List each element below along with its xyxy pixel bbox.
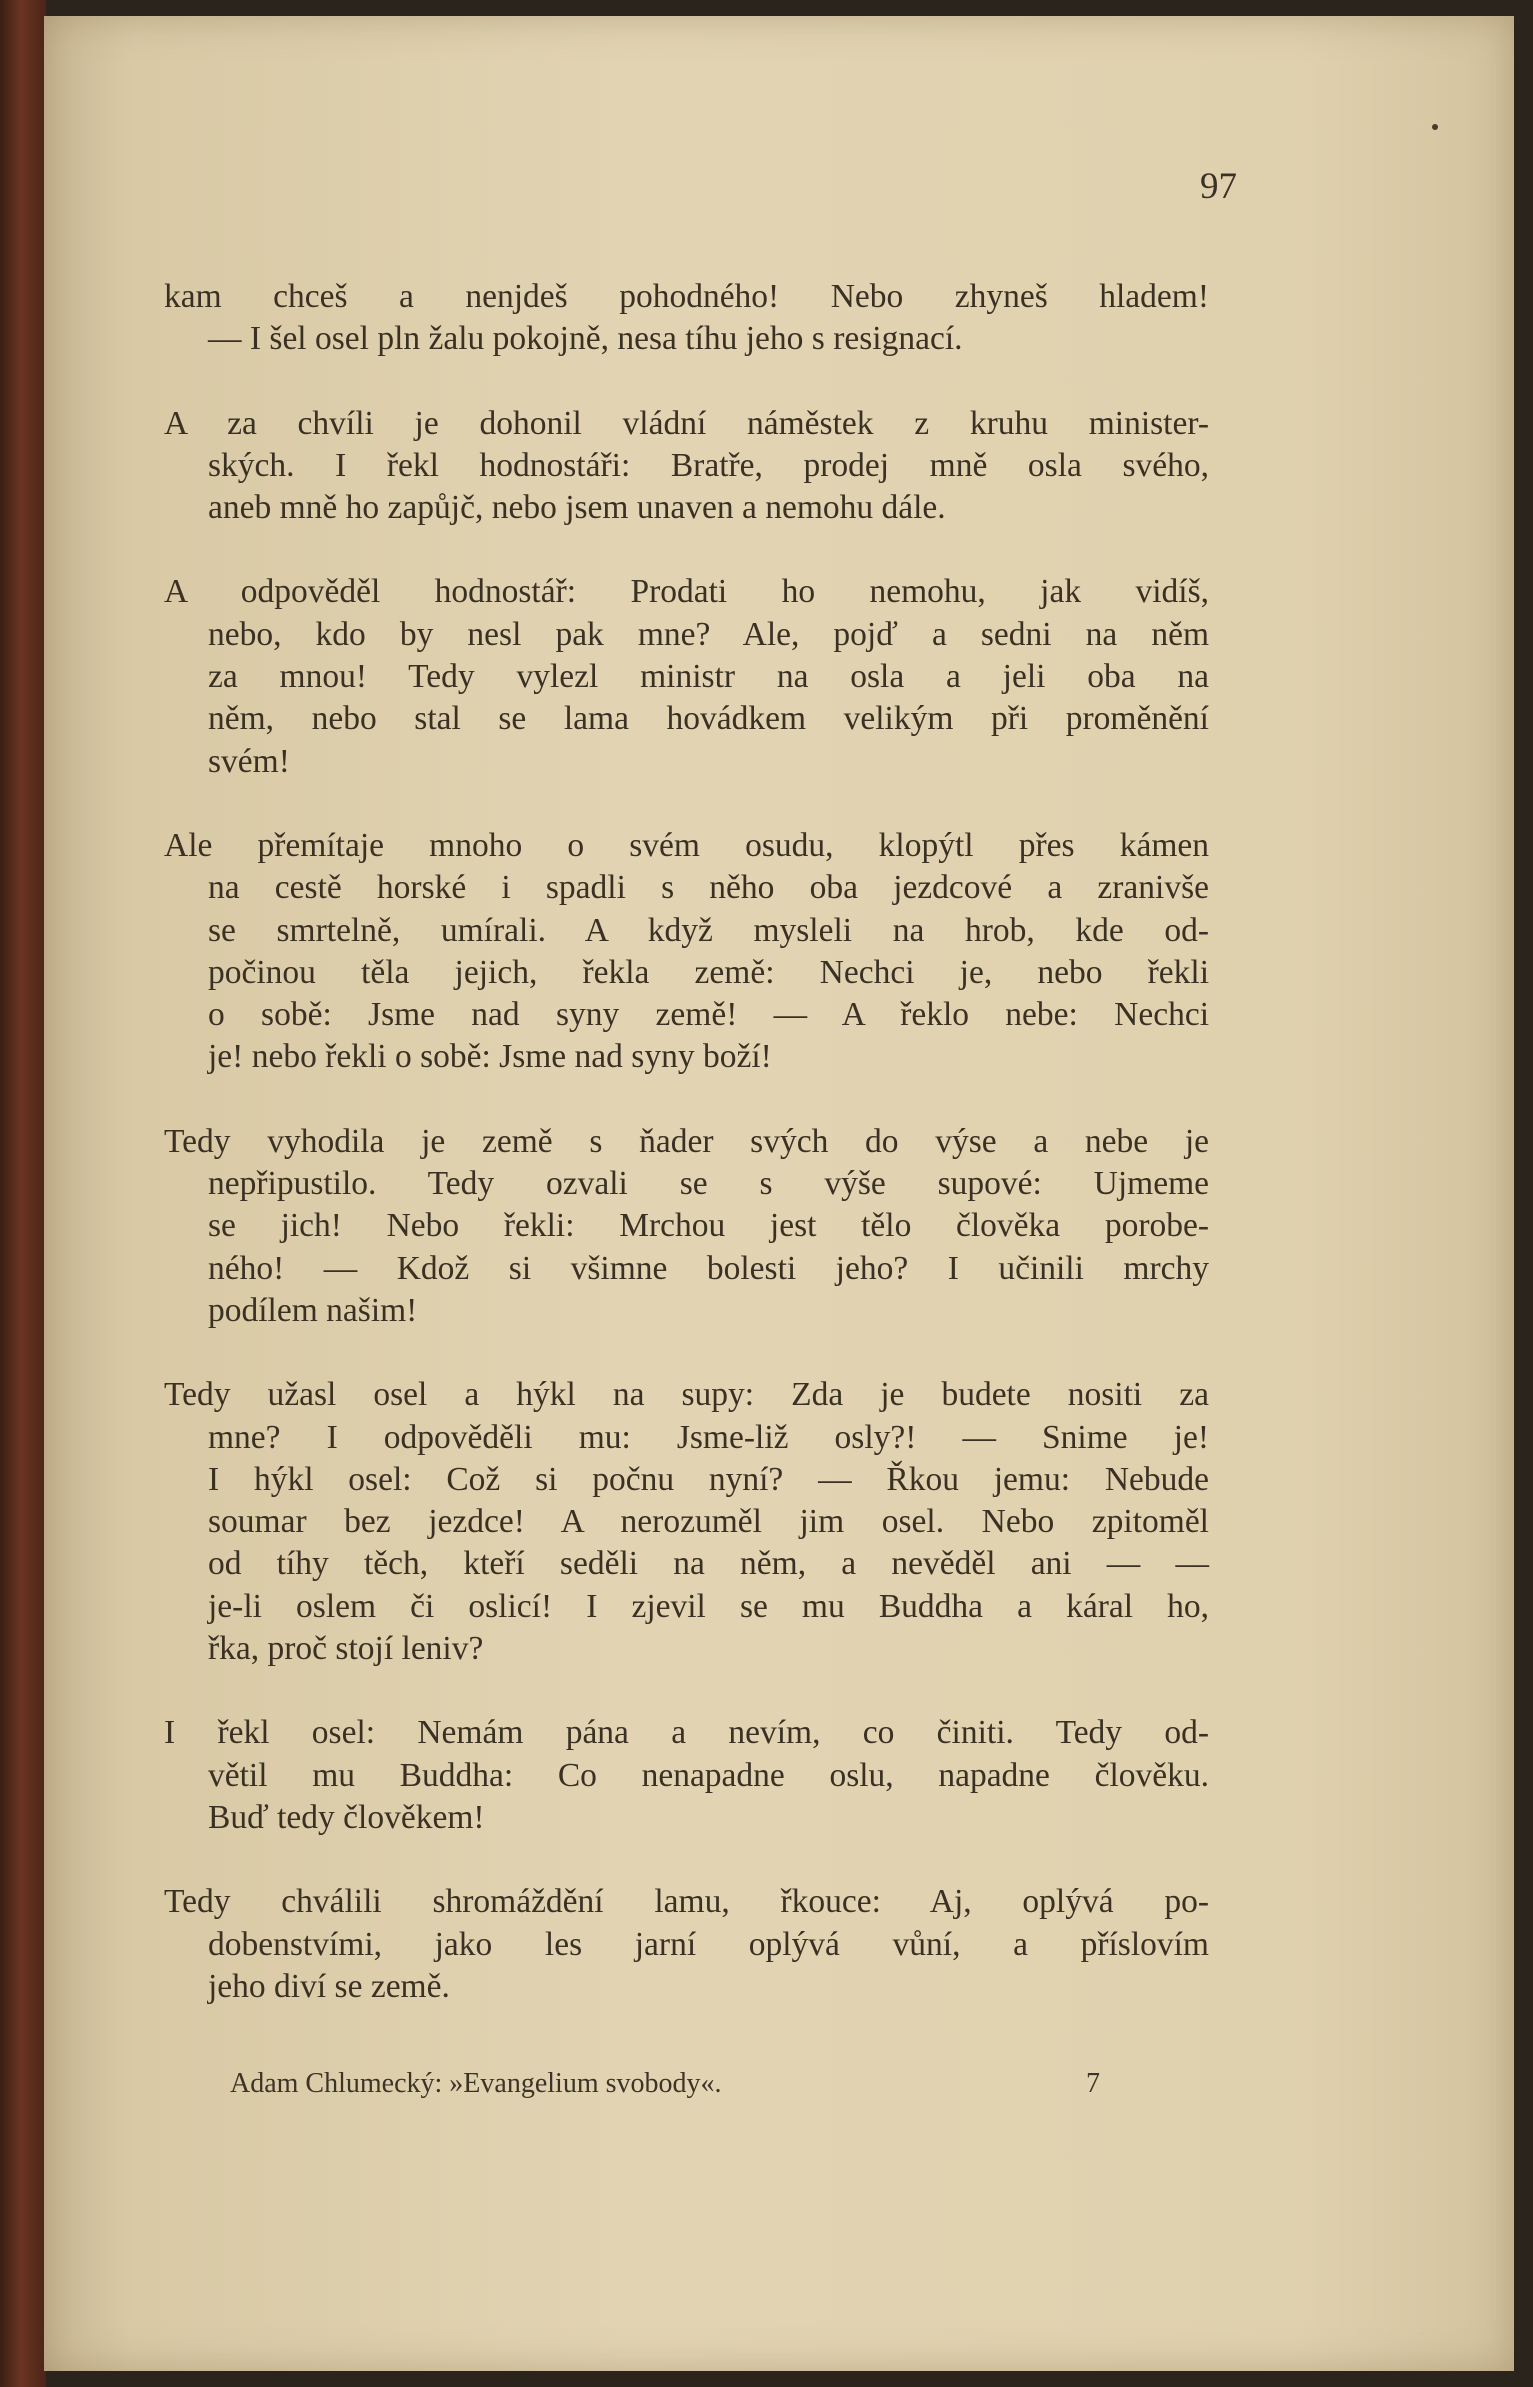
paragraph xyxy=(164,825,1209,1079)
body-text xyxy=(164,276,1209,2050)
text-line: řka, proč stojí leniv? xyxy=(208,1630,484,1668)
paragraph xyxy=(164,571,1209,782)
text-line: A za chvíli je dohonil vládní náměstek z kruhu minister- xyxy=(164,404,1209,442)
page-number: 97 xyxy=(1200,166,1237,207)
text-line: dobenstvími, jako les jarní oplývá vůní, a příslovím xyxy=(208,1925,1209,1963)
text-line: A odpověděl hodnostář: Prodati ho nemohu, jak vidíš, xyxy=(164,573,1209,611)
text-line: Buď tedy člověkem! xyxy=(208,1798,485,1836)
text-line: je! nebo řekli o sobě: Jsme nad syny boží! xyxy=(208,1038,772,1076)
paragraph xyxy=(164,1881,1209,2008)
paragraph xyxy=(164,403,1209,530)
text-line: něm, nebo stal se lama hovádkem velikým při proměnění xyxy=(208,700,1209,738)
text-line: svém! xyxy=(208,742,290,780)
paragraph xyxy=(164,1712,1209,1839)
text-line: kam chceš a nenjdeš pohodného! Nebo zhyneš hladem! xyxy=(164,278,1209,315)
text-line: nepřipustilo. Tedy ozvali se s výše supové: Ujmeme xyxy=(208,1165,1209,1203)
text-line: Tedy chválili shromáždění lamu, řkouce: Aj, oplývá po- xyxy=(164,1883,1209,1921)
paragraph xyxy=(164,276,1209,361)
paragraph xyxy=(164,1121,1209,1332)
text-line: Tedy vyhodila je země s ňader svých do výse a nebe je xyxy=(164,1122,1209,1160)
text-line: podílem našim! xyxy=(208,1291,418,1329)
book-spine-edge xyxy=(0,0,46,2387)
text-line: ských. I řekl hodnostáři: Bratře, prodej mně osla svého, xyxy=(208,446,1209,484)
footer-signature: Adam Chlumecký: »Evangelium svobody«. xyxy=(230,2068,722,2099)
text-line: se jich! Nebo řekli: Mrchou jest tělo člověka porobe- xyxy=(208,1207,1209,1245)
text-line: se smrtelně, umírali. A když mysleli na hrob, kde od- xyxy=(208,911,1209,949)
text-line: počinou těla jejich, řekla země: Nechci je, nebo řekli xyxy=(208,953,1209,991)
text-line: mne? I odpověděli mu: Jsme-liž osly?! — Snime je! xyxy=(208,1418,1209,1456)
text-line: jeho diví se země. xyxy=(208,1967,450,2005)
text-line: o sobě: Jsme nad syny země! — A řeklo nebe: Nechci xyxy=(208,996,1209,1034)
text-line: větil mu Buddha: Co nenapadne oslu, napadne člověku. xyxy=(208,1756,1209,1794)
page-footer xyxy=(230,2068,1100,2100)
text-line: nebo, kdo by nesl pak mne? Ale, pojď a sedni na něm xyxy=(208,615,1209,653)
paper-speck xyxy=(1432,124,1438,130)
footer-sheet-number: 7 xyxy=(1086,2068,1100,2099)
text-line: za mnou! Tedy vylezl ministr na osla a jeli oba na xyxy=(208,658,1209,696)
text-line: je-li oslem či oslicí! I zjevil se mu Buddha a káral ho, xyxy=(208,1587,1209,1625)
text-line: I řekl osel: Nemám pána a nevím, co činiti. Tedy od- xyxy=(164,1714,1209,1752)
text-line: Ale přemítaje mnoho o svém osudu, klopýtl přes kámen xyxy=(164,826,1209,864)
text-line: Tedy užasl osel a hýkl na supy: Zda je budete nositi za xyxy=(164,1376,1209,1414)
text-line: na cestě horské i spadli s něho oba jezdcové a zranivše xyxy=(208,869,1209,907)
paragraph xyxy=(164,1374,1209,1670)
text-line: od tíhy těch, kteří seděli na něm, a nevěděl ani — — xyxy=(208,1545,1209,1583)
text-line: aneb mně ho zapůjč, nebo jsem unaven a nemohu dále. xyxy=(208,489,946,527)
text-line: ného! — Kdož si všimne bolesti jeho? I učinili mrchy xyxy=(208,1249,1209,1287)
text-line: — I šel osel pln žalu pokojně, nesa tíhu jeho s resignací. xyxy=(208,320,963,358)
text-line: I hýkl osel: Což si počnu nyní? — Řkou jemu: Nebude xyxy=(208,1460,1209,1498)
text-line: soumar bez jezdce! A nerozuměl jim osel. Nebo zpitoměl xyxy=(208,1503,1209,1541)
